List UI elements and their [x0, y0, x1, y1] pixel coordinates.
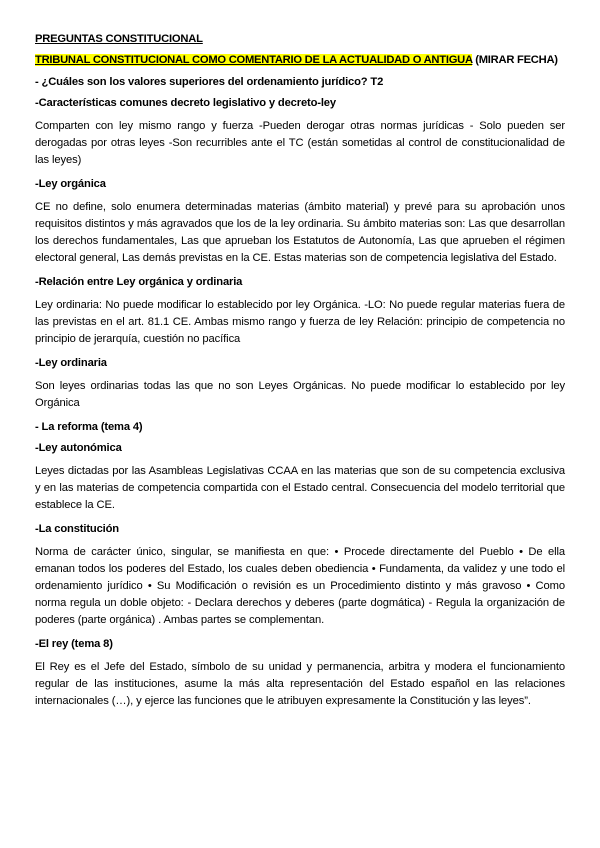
section-heading: - La reforma (tema 4) — [35, 421, 143, 433]
section-heading: -La constitución — [35, 523, 119, 535]
section-body: Comparten con ley mismo rango y fuerza -Pueden derogar otras normas jurídicas - Solo pueden ser derogadas por otras leyes -Son recurribles ante el TC (están sometidas al control de constitucionalidad de las leyes) — [35, 120, 565, 166]
section-body: CE no define, solo enumera determinadas materias (ámbito material) y prevé para su aprobación unos requisitos distintos y más agravados que los de la ley ordinaria. Su ámbito materias son: Las que desarrollan los derechos fundamentales, Las que aprueban los Estatutos de Autonomía, Las que aprueben el régimen electoral general, Las demás previstas en la CE. Estas materias son de competencia legislativa del Estado. — [35, 201, 565, 264]
section-body: Leyes dictadas por las Asambleas Legislativas CCAA en las materias que son de su competencia exclusiva y en las materias de competencia compartida con el Estado central. Consecuencia del modelo territorial que establece la CE. — [35, 465, 565, 511]
document-title: PREGUNTAS CONSTITUCIONAL — [35, 33, 203, 45]
section-heading: -Ley ordinaria — [35, 357, 107, 369]
section-heading: -El rey (tema 8) — [35, 638, 113, 650]
section-heading: -Relación entre Ley orgánica y ordinaria — [35, 276, 243, 288]
highlighted-text: TRIBUNAL CONSTITUCIONAL COMO COMENTARIO DE LA ACTUALIDAD O ANTIGUA — [35, 54, 473, 66]
section-body: Son leyes ordinarias todas las que no son Leyes Orgánicas. No puede modificar lo establecido por ley Orgánica — [35, 380, 565, 409]
highlight-suffix: (MIRAR FECHA) — [472, 54, 558, 66]
section-heading: -Características comunes decreto legislativo y decreto-ley — [35, 97, 336, 109]
section-body: Ley ordinaria: No puede modificar lo establecido por ley Orgánica. -LO: No puede regular materias fuera de las previstas en el art. 81.1 CE. Ambas mismo rango y fuerza de ley Relación: principio de competencia no principio de jerarquía, cuestión no pacífica — [35, 299, 565, 345]
section-body: Norma de carácter único, singular, se manifiesta en que: • Procede directamente del Pueblo • De ella emanan todos los poderes del Estado, los cuales deben obediencia • Fundamenta, da validez y une todo el ordenamiento jurídico • Su Modificación o revisión es un Procedimiento distinto y más gravoso • Como norma regula un doble objeto: - Declara derechos y deberes (parte dogmática) - Regula la organización de poderes (parte orgánica) . Ambas partes se complementan. — [35, 546, 565, 626]
section-body: El Rey es el Jefe del Estado, símbolo de su unidad y permanencia, arbitra y modera el funcionamiento regular de las instituciones, asume la más alta representación del Estado español en las relaciones internacionales (…), y ejerce las funciones que le atribuyen expresamente la Constitución y las leyes”. — [35, 661, 565, 707]
section-heading: -Ley orgánica — [35, 178, 106, 190]
highlighted-note — [35, 54, 565, 66]
question-superior-values: - ¿Cuáles son los valores superiores del ordenamiento jurídico? T2 — [35, 76, 384, 88]
section-heading: -Ley autonómica — [35, 442, 122, 454]
